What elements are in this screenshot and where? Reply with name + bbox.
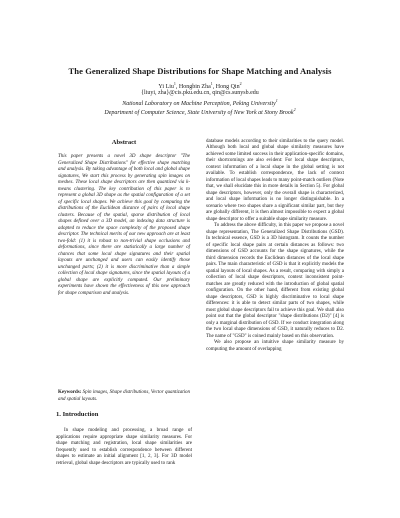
author-line bbox=[0, 81, 400, 90]
affiliation-1 bbox=[0, 98, 400, 107]
author-sup: 1 bbox=[173, 81, 176, 86]
author-sup: 1 bbox=[210, 81, 213, 86]
paragraph: We also propose an intuitive shape similarity measure by computing the amount of overlapping bbox=[206, 340, 344, 352]
paragraph: database models according to their similarities to the query model. Although both local and global shape similarity measures have achieved some limited success in their application-specific domains, their shortcomings are also evident: For local shape descriptors, context information of a local shape in the global setting is not available. To establish correspondence, the lack of context information of local shapes leads to many point-match outliers (Note that, we shall elucidate this in more details in Section 5). For global shape descriptors, however, only the overall shape is characterized, and local shape information is no longer distinguishable. In a scenario where two shapes share a significant similar part, but they are globally different, it is then almost impossible to expect a global shape descriptor to offer a suitable shape similarity measure. bbox=[206, 139, 344, 222]
keywords-text: Spin images, Shape distributions, Vector quantization and spatial layouts. bbox=[58, 390, 190, 402]
author-name: , Hongbin Zha bbox=[175, 84, 211, 90]
author-name: , Hong Qin bbox=[212, 84, 240, 90]
abstract-heading: Abstract bbox=[111, 139, 137, 146]
right-column bbox=[206, 139, 344, 353]
abstract-text: This paper presents a novel 3D shape descriptor "The Generalized Shape Distributions" for effective shape matching and analysis. By taking advantage of both local and global shape signatures, We start this process by generating spin images on meshes. These local shape descriptors are then quantized via k-means clustering. The key contribution of this paper is to represent a global 3D shape as the spatial configuration of a set of specific local shapes. We achieve this goal by computing the distributions of the Euclidean distance of pairs of local shape clusters. Because of the spatial, sparse distribution of local shapes defined over a 3D model, an indexing data structure is adopted to reduce the space complexity of the proposed shape descriptor. The technical merits of our new approach are at least two-fold: (1) it is robust to non-trivial shape occlusions and deformations, since there are statistically a large number of chances that some local shape signatures and their spatial layouts are unchanged and users can easily identify those unchanged parts; (2) it is more discriminative than a simple collection of local shape signatures, since the spatial layouts of a global shape are explicitly computed. Our preliminary experiments have shown the effectiveness of this new approach for shape comparison and analysis. bbox=[58, 154, 190, 296]
affiliation-sup: 1 bbox=[275, 98, 278, 103]
author-sup: 2 bbox=[239, 81, 242, 86]
keywords-label: Keywords: bbox=[58, 390, 82, 395]
intro-text: In shape modeling and processing, a broad range of applications require appropriate shape similarity measures. For shape matching and registration, local shape similarities are frequently used to establish correspondence between different shapes to estimate an initial alignment [1, 2, 3]. For 3D model retrieval, global shape descriptors are typically used to rank bbox=[56, 428, 192, 466]
affiliation-text: Department of Computer Science, State University of New York at Stony Brook bbox=[104, 110, 294, 116]
paragraph: To address the above difficulty, in this paper we propose a novel shape representation, The Generalized Shape Distributions (GSD). In technical essence, GSD is a 3D histogram. It counts the number of specific local shape pairs at certain distances as follows: two dimensions of GSD accounts for the shape signatures, while the third dimension records the Euclidean distances of the local shape pairs. The main characteristic of GSD is that it explicitly models the spatial layouts of local shapes. As a result, comparing with simply a collection of local shape descriptors, context inconsistent point-matches are greatly reduced with the introduction of global spatial configuration. On the other hand, different from existing global shape descriptors, GSD is highly discriminative to local shape differences: it is able to detect similar parts of two shapes, while most global shape descriptors fail to achieve this goal. We shall also point out that the global descriptor "shape distributions (D2)" [4] is only a marginal distribution of GSD. If we conduct integration along the two local shape dimensions of GSD, it naturally reduces to D2. The name of "GSD" is coined mainly based on this observation. bbox=[206, 223, 344, 339]
affiliation-text: National Laboratory on Machine Perception, Peking University bbox=[122, 101, 276, 107]
affiliation-2 bbox=[0, 107, 400, 116]
paper-title: The Generalized Shape Distributions for Shape Matching and Analysis bbox=[68, 66, 332, 76]
intro-heading: 1. Introduction bbox=[56, 411, 99, 418]
author-email: {liuyi, zha}@cis.pku.edu.cn, qin@cs.sunysb.edu bbox=[141, 90, 259, 96]
author-name: Yi Liu bbox=[158, 84, 174, 90]
keywords bbox=[58, 390, 190, 403]
affiliation-sup: 2 bbox=[293, 107, 296, 112]
